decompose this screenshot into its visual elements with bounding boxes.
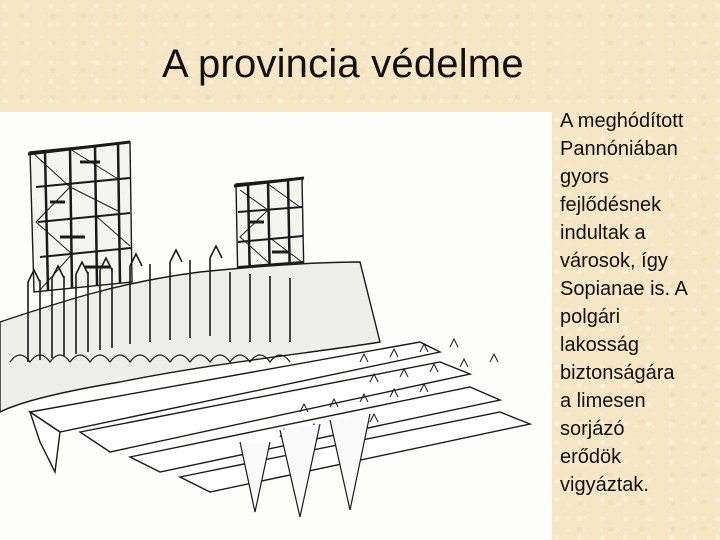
text-line: sorjázó: [560, 418, 625, 440]
slide-title: A provincia védelme: [162, 42, 524, 86]
body-text: [560, 107, 720, 499]
text-line: Pannóniában: [560, 138, 678, 160]
text-line: a limesen: [560, 390, 646, 412]
text-line: biztonságára: [560, 362, 675, 384]
text-line: Sopianae is. A: [560, 278, 688, 300]
text-line: gyors: [560, 166, 609, 188]
fortification-illustration: [0, 112, 552, 540]
fortification-drawing: [0, 112, 552, 540]
left-watchtower: [28, 142, 132, 292]
text-line: lakosság: [560, 334, 639, 356]
text-line: polgári: [560, 306, 621, 328]
text-line: fejlődésnek: [560, 194, 662, 216]
text-line: vigyáztak.: [560, 474, 649, 496]
text-line: A meghódított: [560, 110, 684, 132]
text-line: indultak a: [560, 222, 646, 244]
text-line: városok, így: [560, 250, 668, 272]
text-line: erődök: [560, 446, 622, 468]
